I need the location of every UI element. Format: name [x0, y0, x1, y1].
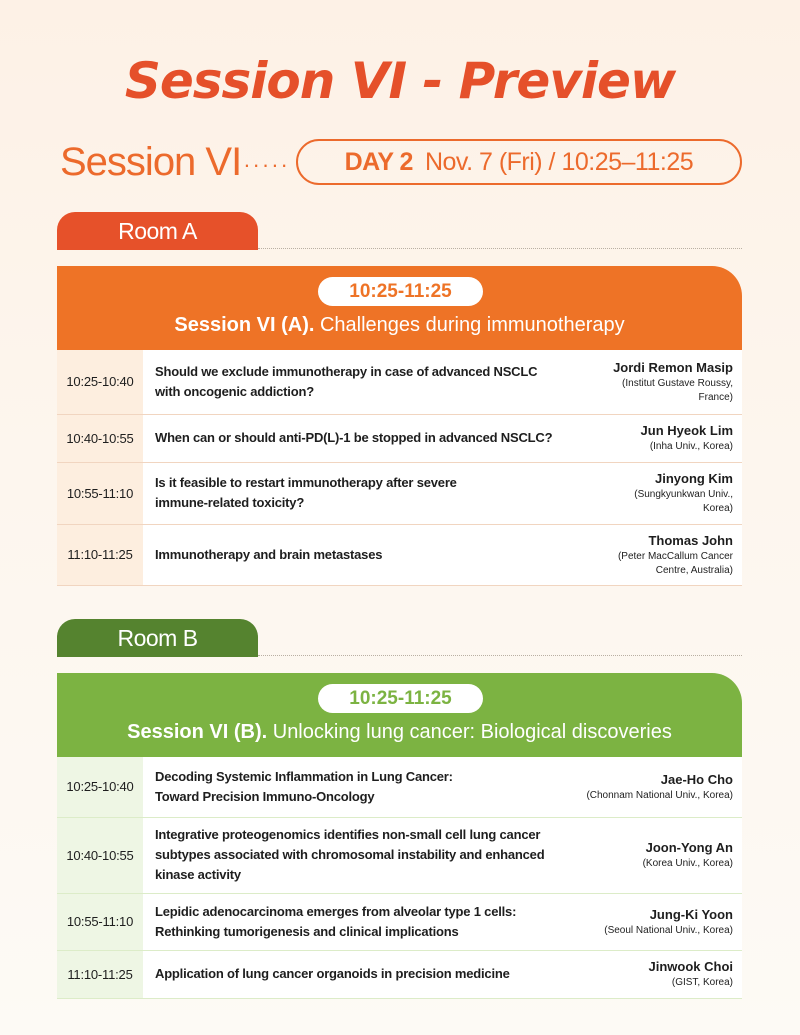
session-header [60, 138, 742, 186]
room-b-divider [258, 655, 742, 656]
day-label: DAY 2 [344, 147, 413, 176]
room-b-session-name: Unlocking lung cancer: Biological discoveries [267, 721, 672, 743]
room-a-divider [258, 248, 742, 249]
room-a-session-banner [57, 266, 742, 350]
speaker-affiliation: (Chonnam National Univ., Korea) [586, 789, 733, 801]
room-a-session-title [57, 314, 742, 337]
table-row [57, 893, 742, 950]
table-row [57, 950, 742, 998]
room-b-session-code: Session VI (B). [127, 721, 268, 743]
speaker-name: Jinyong Kim [654, 471, 733, 486]
talk-title [143, 817, 563, 893]
table-row [57, 414, 742, 462]
speaker-name: Jung-Ki Yoon [649, 906, 733, 922]
speaker [563, 462, 742, 524]
speaker-affiliation: (Seoul National Univ., Korea) [604, 924, 733, 936]
room-a-schedule-table [57, 350, 742, 586]
talk-time: 11:10-11:25 [57, 524, 143, 585]
room-a-session-name: Challenges during immunotherapy [314, 314, 625, 336]
speaker-affiliation: (Institut Gustave Roussy, [622, 377, 733, 389]
talk-time: 11:10-11:25 [57, 950, 143, 998]
talk-title-line: When can or should anti-PD(L)-1 be stopped in advanced NSCLC? [155, 430, 553, 445]
page-title: Session VI - Preview [124, 52, 676, 110]
talk-time: 10:55-11:10 [57, 462, 143, 524]
speaker-affiliation: (Korea Univ., Korea) [642, 858, 733, 869]
talk-time: 10:25-10:40 [57, 757, 143, 817]
speaker [563, 350, 742, 414]
room-b-tab: Room B [57, 619, 258, 657]
table-row [57, 757, 742, 817]
talk-title [143, 414, 563, 462]
talk-title [143, 757, 563, 817]
room-a-time-pill: 10:25-11:25 [318, 277, 483, 306]
room-b-schedule-table [57, 757, 742, 999]
speaker-name: Joon-Yong An [645, 840, 733, 855]
talk-title-line: kinase activity [155, 867, 241, 882]
room-b-session-banner [57, 673, 742, 757]
speaker [563, 893, 742, 950]
speaker-name: Jinwook Choi [648, 959, 733, 974]
talk-title-line: Toward Precision Immuno-Oncology [155, 788, 375, 804]
speaker [563, 817, 742, 893]
speaker-name: Jun Hyeok Lim [640, 423, 733, 438]
speaker-affiliation: (Peter MacCallum Cancer [617, 550, 733, 562]
talk-title [143, 524, 563, 585]
table-row [57, 462, 742, 524]
speaker-affiliation: (GIST, Korea) [671, 977, 733, 988]
speaker-affiliation: (Inha Univ., Korea) [649, 441, 733, 452]
talk-title-line: Immunotherapy and brain metastases [155, 546, 383, 562]
room-a-session-code: Session VI (A). [174, 314, 315, 336]
room-b-session-title [57, 721, 742, 744]
day-pill [296, 139, 742, 185]
table-row [57, 350, 742, 414]
talk-time: 10:40-10:55 [57, 414, 143, 462]
talk-title-line: Decoding Systemic Inflammation in Lung Cancer: [155, 768, 453, 784]
talk-title-line: Application of lung cancer organoids in precision medicine [155, 966, 510, 981]
speaker-name: Jordi Remon Masip [613, 359, 733, 375]
talk-title-line: Should we exclude immunotherapy in case of advanced NSCLC [155, 363, 538, 379]
dotted-leader: ····· [243, 152, 290, 177]
talk-time: 10:40-10:55 [57, 817, 143, 893]
speaker-affiliation: France) [698, 391, 733, 403]
talk-title-line: Lepidic adenocarcinoma emerges from alveolar type 1 cells: [155, 903, 517, 919]
talk-time: 10:25-10:40 [57, 350, 143, 414]
speaker-affiliation: (Sungkyunkwan Univ., [634, 489, 733, 500]
talk-title [143, 462, 563, 524]
speaker-name: Jae-Ho Cho [660, 771, 733, 787]
talk-title-line: Integrative proteogenomics identifies non-small cell lung cancer [155, 827, 541, 842]
speaker [563, 524, 742, 585]
date-time: Nov. 7 (Fri) / 10:25–11:25 [424, 147, 694, 176]
speaker [563, 414, 742, 462]
room-b-time-pill: 10:25-11:25 [318, 684, 483, 713]
talk-title-line: immune-related toxicity? [155, 495, 305, 510]
speaker-name: Thomas John [648, 532, 733, 548]
talk-title [143, 950, 563, 998]
talk-title-line: with oncogenic addiction? [155, 383, 314, 399]
session-label: Session VI [60, 139, 242, 184]
table-row [57, 817, 742, 893]
talk-title [143, 893, 563, 950]
talk-time: 10:55-11:10 [57, 893, 143, 950]
speaker [563, 950, 742, 998]
speaker [563, 757, 742, 817]
talk-title-line: Is it feasible to restart immunotherapy after severe [155, 475, 457, 490]
speaker-affiliation: Centre, Australia) [655, 564, 733, 576]
talk-title [143, 350, 563, 414]
talk-title-line: Rethinking tumorigenesis and clinical implications [155, 923, 459, 939]
talk-title-line: subtypes associated with chromosomal instability and enhanced [155, 847, 545, 862]
table-row [57, 524, 742, 585]
speaker-affiliation: Korea) [702, 503, 733, 514]
room-a-tab: Room A [57, 212, 258, 250]
